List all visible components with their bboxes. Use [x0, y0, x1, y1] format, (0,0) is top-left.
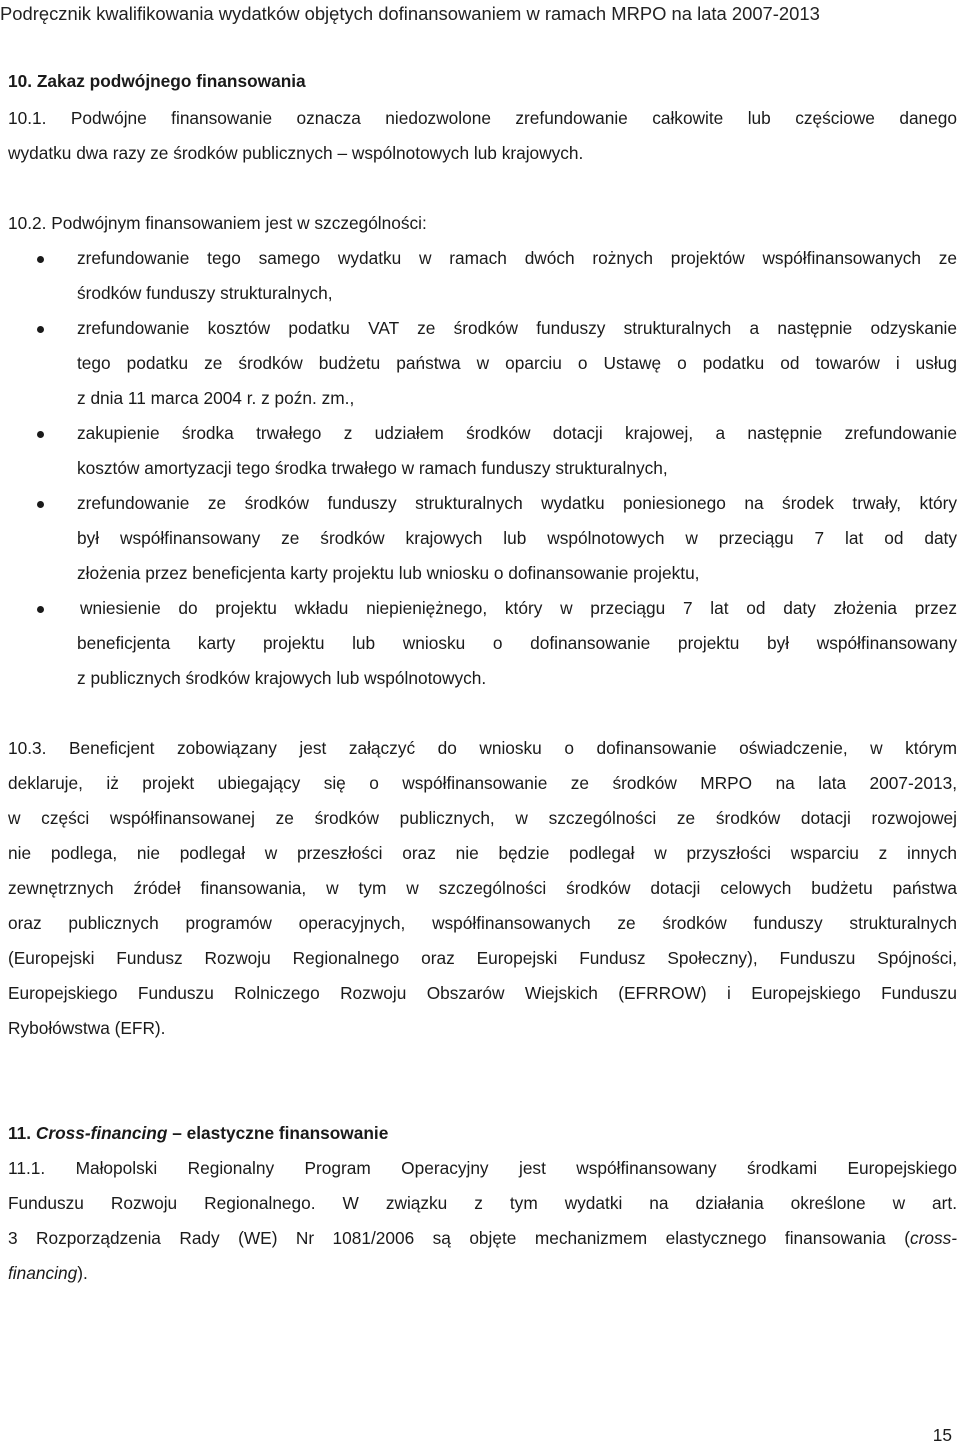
section-11-heading [8, 1121, 388, 1145]
bullet-4-line-2: był współfinansowany ze środków krajowych lub wspólnotowych w przeciągu 7 lat od daty [77, 528, 957, 548]
paragraph-11-1-line-3-italic: cross- [909, 1228, 957, 1248]
section-11-heading-italic: Cross-financing [35, 1123, 168, 1143]
section-11-heading-rest: – elastyczne finansowanie [167, 1123, 389, 1143]
bullet-2-line-1: zrefundowanie kosztów podatku VAT ze środków funduszy strukturalnych a następnie odzyskanie [77, 318, 957, 338]
bullet-1-line-1: zrefundowanie tego samego wydatku w ramach dwóch rożnych projektów współfinansowanych ze [77, 248, 957, 268]
paragraph-10-3-line-5: zewnętrznych źródeł finansowania, w tym w szczególności środków dotacji celowych budżetu państwa [8, 878, 957, 898]
paragraph-10-3-line-9: Rybołówstwa (EFR). [8, 1018, 166, 1038]
bullet-5-line-3: z publicznych środków krajowych lub wspólnotowych. [77, 668, 487, 688]
bullet-2-line-2: tego podatku ze środków budżetu państwa w oparciu o Ustawę o podatku od towarów i usług [77, 353, 957, 373]
bullet-3-line-1: zakupienie środka trwałego z udziałem środków dotacji krajowej, a następnie zrefundowanie [77, 423, 957, 443]
bullet-4-line-3: złożenia przez beneficjenta karty projektu lub wniosku o dofinansowanie projektu, [77, 563, 700, 583]
bullet-dot [37, 431, 44, 438]
running-header: Podręcznik kwalifikowania wydatków objętych dofinansowaniem w ramach MRPO na lata 2007-2013 [0, 3, 820, 24]
paragraph-10-3-line-4: nie podlega, nie podlegał w przeszłości oraz nie będzie podlegał w przyszłości wsparciu z innych [8, 843, 957, 863]
bullet-4-line-1: zrefundowanie ze środków funduszy strukturalnych wydatku poniesionego na środek trwały, który [77, 493, 957, 513]
paragraph-10-3-line-1: 10.3. Beneficjent zobowiązany jest załączyć do wniosku o dofinansowanie oświadczenie, w którym [8, 738, 957, 758]
paragraph-10-3-line-2: deklaruje, iż projekt ubiegający się o współfinansowanie ze środków MRPO na lata 2007-2013, [8, 773, 957, 793]
bullet-dot [37, 501, 44, 508]
paragraph-10-1-line-1: 10.1. Podwójne finansowanie oznacza niedozwolone zrefundowanie całkowite lub częściowe danego [8, 108, 957, 128]
bullet-2-line-3: z dnia 11 marca 2004 r. z poźn. zm., [77, 388, 355, 408]
bullet-3-line-2: kosztów amortyzacji tego środka trwałego w ramach funduszy strukturalnych, [77, 458, 668, 478]
paragraph-11-1-line-4-italic: financing [8, 1263, 78, 1283]
paragraph-11-1-line-3-text: 3 Rozporządzenia Rady (WE) Nr 1081/2006 są objęte mechanizmem elastycznego finansowania ( [8, 1228, 910, 1248]
paragraph-11-1-line-4-end: ). [77, 1263, 88, 1283]
paragraph-11-1-line-1: 11.1. Małopolski Regionalny Program Operacyjny jest współfinansowany środkami Europejskiego [8, 1158, 957, 1178]
bullet-dot [37, 256, 44, 263]
bullet-dot [37, 326, 44, 333]
paragraph-10-2-intro: 10.2. Podwójnym finansowaniem jest w szczególności: [8, 213, 427, 233]
bullet-5-line-1: wniesienie do projektu wkładu niepieniężnego, który w przeciągu 7 lat od daty złożenia przez [80, 598, 957, 618]
paragraph-10-3-line-7: (Europejski Fundusz Rozwoju Regionalnego oraz Europejski Fundusz Społeczny), Funduszu Spójności, [8, 948, 957, 968]
paragraph-10-3-line-8: Europejskiego Funduszu Rolniczego Rozwoju Obszarów Wiejskich (EFRROW) i Europejskiego Funduszu [8, 983, 957, 1003]
section-10-heading: 10. Zakaz podwójnego finansowania [8, 71, 306, 91]
page-number: 15 [932, 1425, 952, 1445]
paragraph-10-3-line-6: oraz publicznych programów operacyjnych, współfinansowanych ze środków funduszy strukturalnych [8, 913, 957, 933]
paragraph-10-3-line-3: w części współfinansowanej ze środków publicznych, w szczególności ze środków dotacji rozwojowej [8, 808, 957, 828]
paragraph-10-1-line-2: wydatku dwa razy ze środków publicznych – wspólnotowych lub krajowych. [8, 143, 584, 163]
paragraph-11-1-line-3 [8, 1226, 957, 1250]
paragraph-11-1-line-2: Funduszu Rozwoju Regionalnego. W związku z tym wydatki na działania określone w art. [8, 1193, 957, 1213]
bullet-1-line-2: środków funduszy strukturalnych, [77, 283, 333, 303]
paragraph-11-1-line-4 [8, 1261, 88, 1285]
bullet-dot [37, 606, 44, 613]
bullet-5-line-2: beneficjenta karty projektu lub wniosku o dofinansowanie projektu był współfinansowany [77, 633, 957, 653]
section-11-heading-number: 11. [8, 1123, 36, 1143]
